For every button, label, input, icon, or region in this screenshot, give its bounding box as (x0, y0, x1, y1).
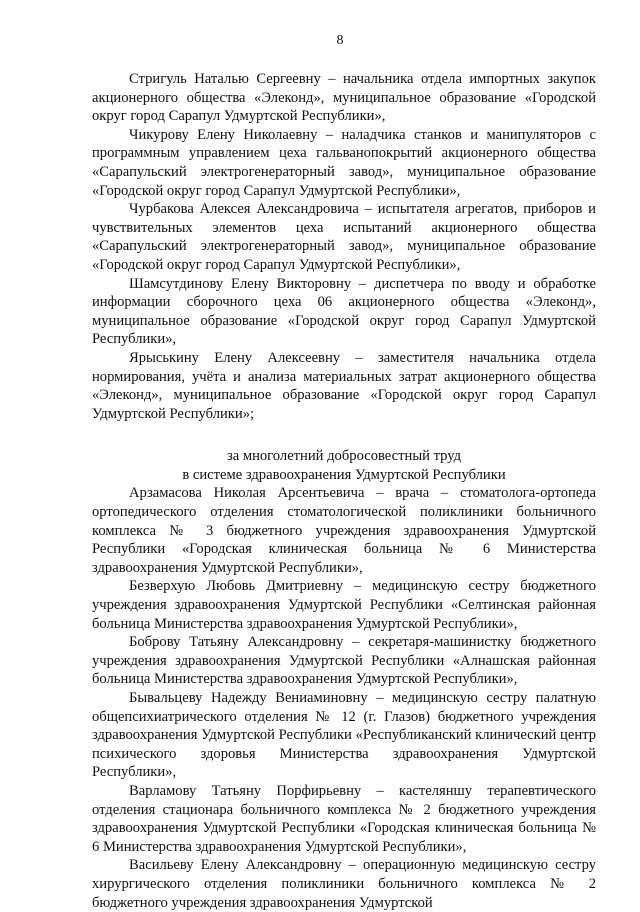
section-heading (92, 447, 596, 484)
award-entry-churbakov: Чурбакова Алексея Александровича – испытателя агрегатов, приборов и чувствительных элементов цеха испытаний акционерного общества «Сарапульский электрогенераторный завод», муниципальное образование «Городской округ город Сарапул Удмуртской Республики», (92, 201, 596, 273)
award-entry-stigul: Стригуль Наталью Сергеевну – начальника отдела импортных закупок акционерного общества «Элеконд», муниципальное образование «Городской округ город Сарапул Удмуртской Республики», (92, 71, 596, 125)
award-entry-arzamasov: Арзамасова Николая Арсентьевича – врача – стоматолога-ортопеда ортопедического отделения стоматологической поликлиники больничного комплекса № 3 бюджетного учреждения здравоохранения Удмуртской Республики «Городская клиническая больница № 6 Министерства здравоохранения Удмуртской Республики», (92, 485, 596, 576)
award-entry-bobrova: Боброву Татьяну Александровну – секретаря-машинистку бюджетного учреждения здравоохранения Удмуртской Республики «Алнашская районная больница Министерства здравоохранения Удмуртской Республики», (92, 634, 596, 688)
award-entry-byvaltseva: Бывальцеву Надежду Вениаминовну – медицинскую сестру палатную общепсихиатрического отделения № 12 (г. Глазов) бюджетного учреждения здравоохранения Удмуртской Республики «Республиканский клинический центр психического здоровья Министерства здравоохранения Удмуртской Республики», (92, 690, 596, 781)
document-page (92, 32, 596, 912)
award-entry-shamsutdinova: Шамсутдинову Елену Викторовну – диспетчера по вводу и обработке информации сборочного цеха 06 акционерного общества «Элеконд», муниципальное образование «Городской округ город Сарапул Удмуртской Республики», (92, 275, 596, 348)
section-heading-line-2: в системе здравоохранения Удмуртской Республики (182, 466, 506, 483)
award-list (92, 70, 596, 912)
award-entry-bezverkhaya: Безверхую Любовь Дмитриевну – медицинскую сестру бюджетного учреждения здравоохранения Удмуртской Республики «Селтинская районная больница Министерства здравоохранения Удмуртской Республики», (92, 578, 596, 632)
award-entry-chikurova: Чикурову Елену Николаевну – наладчика станков и манипуляторов с программным управлением цеха гальванопокрытий акционерного общества «Сарапульский электрогенераторный завод», муниципальное образование «Городской округ город Сарапул Удмуртской Республики», (92, 126, 596, 199)
section-heading-line-1: за многолетний добросовестный труд (226, 448, 462, 465)
award-entry-vasilyeva: Васильеву Елену Александровну – операционную медицинскую сестру хирургического отделения поликлиники больничного комплекса № 2 бюджетного учреждения здравоохранения Удмуртской (92, 857, 596, 911)
award-entry-yaryskina: Ярыськину Елену Алексеевну – заместителя начальника отдела нормирования, учёта и анализа материальных затрат акционерного общества «Элеконд», муниципальное образование «Городской округ город Сарапул Удмуртской Республики»; (92, 349, 596, 422)
award-entry-varlamova: Варламову Татьяну Порфирьевну – кастеляншу терапевтического отделения стационара больничного комплекса № 2 бюджетного учреждения здравоохранения Удмуртской Республики «Городская клиническая больница № 6 Министерства здравоохранения Удмуртской Республики», (92, 782, 596, 855)
page-number: 8 (336, 33, 344, 48)
